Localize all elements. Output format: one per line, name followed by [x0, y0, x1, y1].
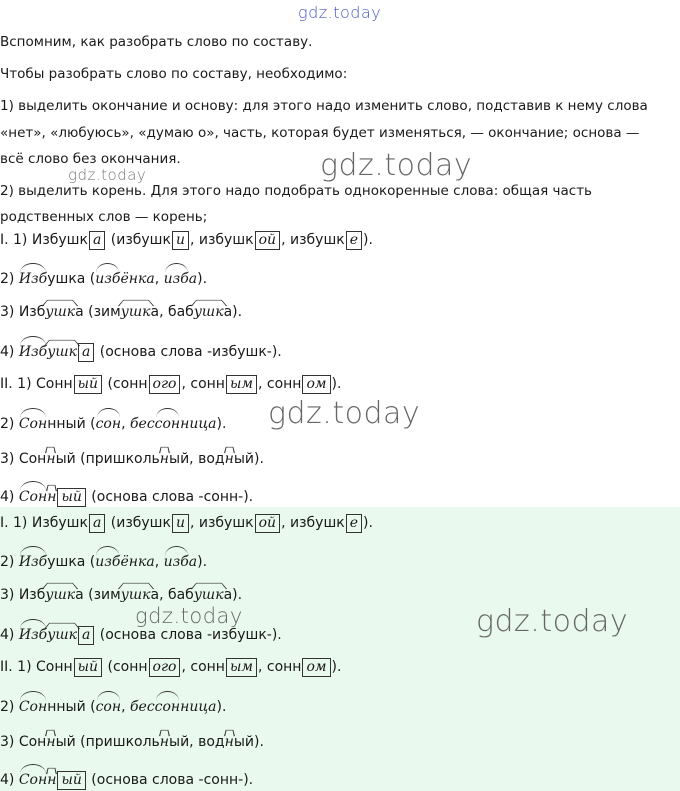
row-text: 3) Изб: [0, 587, 46, 603]
watermark-large-2: gdz.today: [268, 396, 421, 431]
row-text: ).: [331, 376, 342, 392]
row-text: ,: [154, 554, 164, 570]
row-text: 2): [0, 699, 19, 715]
row-sonny-4: [0, 488, 253, 507]
root-mark: Изб: [18, 554, 48, 570]
row-sonny-1: [0, 658, 341, 677]
ending-box: е: [346, 231, 362, 250]
row-text: , избушк: [189, 515, 254, 531]
row-text: а (зим: [75, 587, 121, 603]
row-sonny-1: [0, 375, 341, 394]
row-izbushka-3: [0, 303, 242, 321]
suffix-mark: ушк: [193, 587, 224, 603]
row-text: ница: [180, 699, 217, 715]
suffix-mark: ушк: [45, 587, 76, 603]
row-text: , избушк: [189, 232, 254, 248]
row-text: а, баб: [150, 304, 194, 320]
ending-box: а: [89, 231, 105, 250]
row-text: нный (: [47, 416, 96, 432]
row-text: а (зим: [75, 304, 121, 320]
suffix-mark: н: [47, 772, 57, 788]
root-mark: изб: [163, 271, 189, 287]
watermark-medium: gdz.today: [135, 604, 243, 628]
row-text: а: [188, 271, 198, 287]
row-izbushka-1: [0, 514, 373, 533]
row-text: ушка (: [47, 271, 96, 287]
row-text: (основа слова -избушк-).: [95, 344, 282, 360]
ending-box: а: [78, 343, 94, 362]
row-text: ёнка: [120, 271, 155, 287]
watermark-top: gdz.today: [298, 3, 382, 22]
row-text: (избушк: [106, 515, 171, 531]
row-text: 2): [0, 416, 19, 432]
row-text: I. 1) Избушк: [0, 515, 88, 531]
suffix-mark: ушк: [120, 304, 151, 320]
ending-box: ой: [255, 231, 280, 250]
row-izbushka-4: [0, 626, 282, 645]
root-mark: изб: [163, 554, 189, 570]
root-mark: Сон: [18, 416, 48, 432]
row-text: 2): [0, 554, 19, 570]
suffix-mark: н: [46, 734, 56, 750]
row-text: ёнка: [120, 554, 155, 570]
row-text: , сонн: [257, 659, 302, 675]
root-mark: Сон: [18, 489, 48, 505]
row-text: ый, вод: [169, 734, 225, 750]
row-sonny-2: [0, 415, 226, 433]
row-text: , избушк: [281, 515, 345, 531]
row-text: ,: [121, 699, 130, 715]
row-text: а: [188, 554, 198, 570]
row-text: ница: [180, 416, 217, 432]
root-mark: сон: [154, 699, 181, 715]
row-text: , сонн: [181, 376, 225, 392]
root-mark: Изб: [18, 627, 48, 643]
row-text: бес: [129, 699, 155, 715]
row-text: (основа слова -сонн-).: [86, 489, 254, 505]
root-mark: Сон: [18, 772, 48, 788]
row-izbushka-2: [0, 270, 207, 288]
row-text: I. 1) Избушк: [0, 232, 88, 248]
row-text: 4): [0, 344, 19, 360]
row-text: а).: [223, 304, 243, 320]
ending-box: ый: [57, 488, 85, 507]
row-text: ).: [363, 232, 373, 248]
row-text: 3) Изб: [0, 304, 46, 320]
ending-box: и: [172, 514, 189, 533]
ending-box: е: [346, 514, 362, 533]
suffix-mark: ушк: [47, 344, 77, 360]
row-sonny-3: [0, 450, 264, 468]
root-mark: Изб: [18, 344, 48, 360]
row-text: 4): [0, 627, 19, 643]
row-text: бес: [129, 416, 155, 432]
row-text: 4): [0, 772, 19, 788]
row-text: ,: [121, 416, 130, 432]
row-text: ый).: [233, 734, 264, 750]
row-text: , сонн: [257, 376, 302, 392]
row-sonny-3: [0, 733, 264, 751]
row-text: а, баб: [150, 587, 194, 603]
ending-box: ого: [149, 375, 181, 394]
row-izbushka-1: [0, 231, 373, 250]
suffix-mark: н: [159, 451, 170, 467]
rule-2-line-2: родственных слов — корень;: [0, 209, 208, 225]
row-sonny-2: [0, 698, 226, 716]
rule-2-line-1: 2) выделить корень. Для этого надо подобрать однокоренные слова: общая часть: [0, 183, 593, 199]
row-text: ).: [331, 659, 342, 675]
row-text: ый (пришколь: [55, 734, 160, 750]
row-text: ый (пришколь: [55, 451, 160, 467]
root-mark: сон: [95, 699, 122, 715]
row-izbushka-4: [0, 343, 282, 362]
suffix-mark: н: [47, 489, 57, 505]
row-sonny-4: [0, 771, 253, 790]
ending-box: ым: [226, 658, 257, 677]
row-text: ый, вод: [169, 451, 225, 467]
suffix-mark: н: [224, 451, 234, 467]
row-text: ).: [363, 515, 373, 531]
suffix-mark: н: [159, 734, 170, 750]
suffix-mark: ушк: [193, 304, 224, 320]
rule-1-line-3: всё слово без окончания.: [0, 151, 181, 167]
root-mark: сон: [154, 416, 181, 432]
row-text: а).: [223, 587, 243, 603]
row-text: 4): [0, 489, 19, 505]
rule-1-line-1: 1) выделить окончание и основу: для этого надо изменить слово, подставив к нему слова: [0, 98, 648, 114]
ending-box: ый: [74, 658, 102, 677]
row-text: 3) Сон: [0, 451, 47, 467]
row-text: ушка (: [47, 554, 96, 570]
ending-box: и: [172, 231, 189, 250]
intro-line-1: Вспомним, как разобрать слово по составу.: [0, 34, 313, 50]
row-text: , сонн: [181, 659, 225, 675]
ending-box: ый: [74, 375, 102, 394]
ending-box: ого: [149, 658, 181, 677]
row-text: ).: [197, 271, 208, 287]
row-text: , избушк: [281, 232, 345, 248]
row-text: 2): [0, 271, 19, 287]
suffix-mark: ушк: [45, 304, 76, 320]
row-text: ).: [216, 416, 227, 432]
root-mark: Изб: [18, 271, 48, 287]
row-text: II. 1) Сонн: [0, 376, 73, 392]
row-text: (основа слова -избушк-).: [95, 627, 282, 643]
suffix-mark: н: [46, 451, 56, 467]
row-text: (сонн: [103, 659, 148, 675]
watermark-small-1: gdz.today: [68, 166, 147, 184]
ending-box: ом: [302, 375, 330, 394]
row-text: нный (: [47, 699, 96, 715]
suffix-mark: н: [224, 734, 234, 750]
row-text: II. 1) Сонн: [0, 659, 73, 675]
row-text: (основа слова -сонн-).: [86, 772, 254, 788]
suffix-mark: ушк: [120, 587, 151, 603]
ending-box: ой: [255, 514, 280, 533]
root-mark: сон: [95, 416, 122, 432]
ending-box: а: [78, 626, 94, 645]
row-izbushka-2: [0, 553, 207, 571]
ending-box: а: [89, 514, 105, 533]
root-mark: изб: [95, 554, 121, 570]
row-text: ).: [197, 554, 208, 570]
ending-box: ом: [302, 658, 330, 677]
intro-line-2: Чтобы разобрать слово по составу, необходимо:: [0, 66, 348, 82]
watermark-large-3: gdz.today: [476, 604, 629, 639]
row-text: (избушк: [106, 232, 171, 248]
root-mark: изб: [95, 271, 121, 287]
ending-box: ый: [57, 771, 85, 790]
row-text: ,: [154, 271, 164, 287]
row-text: (сонн: [103, 376, 148, 392]
row-text: ).: [216, 699, 227, 715]
watermark-large-1: gdz.today: [320, 148, 473, 183]
ending-box: ым: [226, 375, 257, 394]
suffix-mark: ушк: [47, 627, 77, 643]
root-mark: Сон: [18, 699, 48, 715]
row-text: 3) Сон: [0, 734, 47, 750]
row-text: ый).: [233, 451, 264, 467]
rule-1-line-2: «нет», «любуюсь», «думаю о», часть, которая будет изменяться, — окончание; основа —: [0, 125, 640, 141]
row-izbushka-3: [0, 586, 242, 604]
